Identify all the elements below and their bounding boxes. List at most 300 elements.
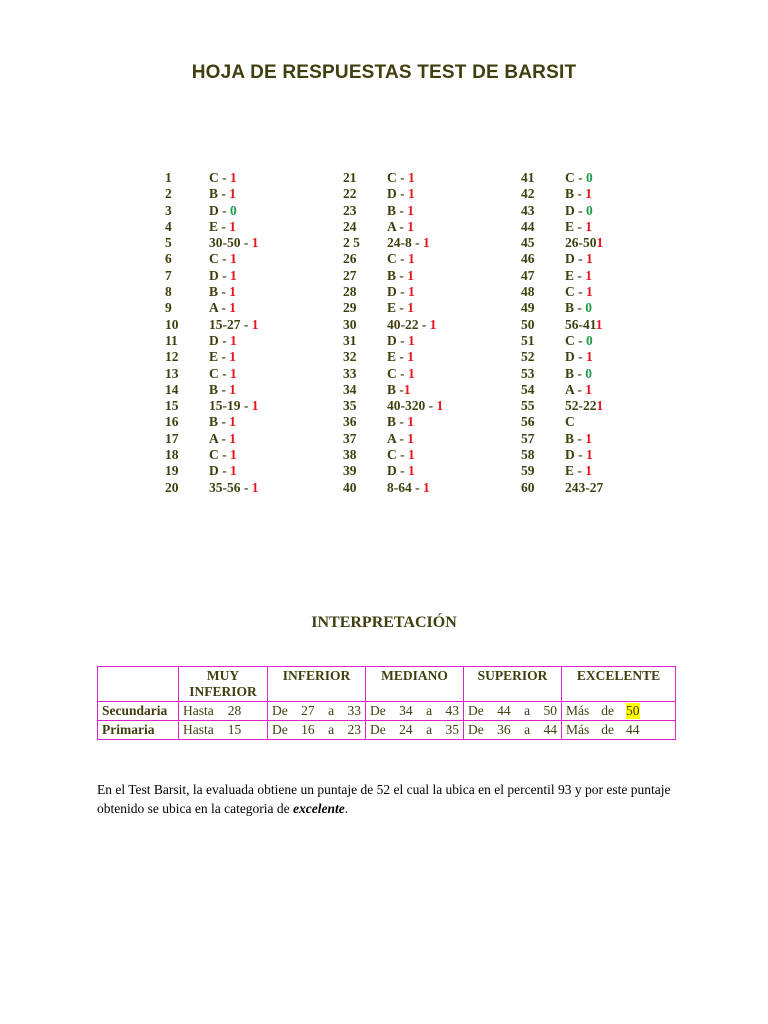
answer-value [387, 219, 414, 235]
answer-value [387, 203, 414, 219]
range-word: De [272, 703, 288, 718]
answer-text: 56-41 [565, 316, 596, 332]
range-word: Hasta [183, 703, 214, 718]
answer-text: C - [387, 170, 408, 185]
answer-text: C - [387, 251, 408, 267]
range-cell-content [183, 722, 263, 738]
question-number: 24 [343, 218, 357, 234]
range-word: 34 [399, 703, 413, 718]
answer-text: D - [209, 463, 230, 479]
question-number: 33 [343, 365, 357, 381]
range-word: 50 [626, 703, 640, 718]
answer-score: 1 [407, 414, 414, 430]
answer-value [565, 235, 603, 251]
question-number: 39 [343, 463, 357, 479]
answer-value [565, 398, 603, 414]
answer-text: D - [209, 267, 230, 283]
answer-value [209, 203, 237, 219]
question-number: 20 [165, 479, 179, 495]
header-inferior: INFERIOR [268, 667, 366, 702]
answer-score: 1 [596, 398, 604, 414]
answer-score: 1 [407, 430, 414, 446]
answer-score: 1 [585, 430, 592, 446]
question-number: 50 [521, 316, 535, 332]
answer-text: D - [565, 251, 586, 267]
answer-value [209, 317, 259, 333]
answer-value [565, 251, 593, 267]
answer-score: 1 [585, 463, 592, 479]
answer-score: 1 [407, 218, 414, 234]
range-word: 24 [399, 722, 413, 737]
answer-value [209, 219, 236, 235]
answer-text: E - [565, 463, 586, 479]
question-number: 27 [343, 267, 357, 283]
answer-value [565, 317, 603, 333]
answer-score: 1 [408, 332, 415, 348]
answer-text: 40-320 - [387, 398, 437, 414]
question-number: 21 [343, 170, 357, 185]
answer-score: 1 [408, 447, 415, 463]
answer-score: 1 [585, 186, 592, 202]
answer-score: 1 [585, 267, 592, 283]
question-number: 8 [165, 284, 172, 300]
range-word: a [426, 703, 433, 718]
answer-value [565, 349, 593, 365]
answer-score: 1 [229, 381, 236, 397]
answer-text: 24-8 - [387, 235, 423, 251]
range-word: 43 [445, 703, 459, 718]
range-cell-content [566, 703, 671, 719]
answer-score: 1 [585, 218, 592, 234]
answer-text: D - [209, 202, 230, 218]
question-number: 13 [165, 365, 179, 381]
question-number: 55 [521, 398, 535, 414]
table-row [98, 702, 676, 721]
answer-text: E - [209, 218, 230, 234]
question-number: 23 [343, 202, 357, 218]
answer-value [565, 447, 593, 463]
answer-text: B - [565, 300, 586, 316]
answer-text: C - [565, 332, 586, 348]
answer-value [565, 186, 592, 202]
answer-text: D - [209, 332, 230, 348]
answer-score: 0 [585, 300, 592, 316]
answer-score: 1 [251, 316, 259, 332]
interpretation-table [97, 666, 676, 740]
answer-text: D - [565, 202, 586, 218]
answer-text: C - [209, 251, 230, 267]
header-superior: SUPERIOR [464, 667, 562, 702]
answer-text: D - [565, 447, 586, 463]
question-number: 4 [165, 218, 172, 234]
paragraph-text: En el Test Barsit, la evaluada obtiene un puntaje de 52 el cual la ubica en el percentil 93 y por este puntaje obtenido se ubica en la categoria de [97, 782, 671, 816]
range-cell-content [370, 703, 459, 719]
answer-text: E - [209, 349, 230, 365]
answer-text: A - [387, 218, 408, 234]
range-cell [268, 702, 366, 721]
answer-text: 35-56 - [209, 479, 252, 495]
answer-value [209, 268, 237, 284]
question-number: 59 [521, 463, 535, 479]
answer-value [387, 398, 443, 414]
answer-score: 1 [230, 267, 237, 283]
question-number: 53 [521, 365, 535, 381]
answer-score: 0 [586, 170, 593, 185]
answer-text: C - [387, 365, 408, 381]
answer-value [565, 480, 603, 496]
answer-value [565, 170, 593, 186]
answer-text: D - [387, 186, 408, 202]
answer-score: 1 [229, 430, 236, 446]
range-word: De [370, 703, 386, 718]
answer-text: 40-22 - [387, 316, 430, 332]
answer-text: 52-22 [565, 398, 597, 414]
header-mediano: MEDIANO [366, 667, 464, 702]
range-word: 33 [347, 703, 361, 718]
header-muy-inferior: MUY INFERIOR [179, 667, 268, 702]
question-number: 44 [521, 218, 535, 234]
answer-text: 30-50 - [209, 235, 252, 251]
answer-score: 1 [586, 251, 593, 267]
answer-value [209, 251, 237, 267]
question-number: 17 [165, 430, 179, 446]
range-cell-content [272, 722, 361, 738]
answer-value [209, 284, 236, 300]
table-header-row [98, 667, 676, 702]
question-number: 30 [343, 316, 357, 332]
question-number: 60 [521, 479, 535, 495]
answer-value [209, 333, 237, 349]
question-number: 18 [165, 447, 179, 463]
answer-value [209, 300, 236, 316]
answer-score: 1 [230, 447, 237, 463]
answer-value [209, 480, 259, 496]
answer-text: B - [209, 381, 230, 397]
range-cell-content [370, 722, 459, 738]
range-word: 36 [497, 722, 511, 737]
question-number: 57 [521, 430, 535, 446]
answer-value [387, 300, 414, 316]
row-label: Primaria [98, 721, 179, 740]
question-number: 7 [165, 267, 172, 283]
range-word: de [601, 722, 614, 737]
range-cell [179, 721, 268, 740]
answer-value [387, 366, 415, 382]
answer-text: B - [565, 365, 586, 381]
answer-value [387, 447, 415, 463]
answer-score: 1 [408, 251, 415, 267]
answer-score: 1 [251, 235, 259, 251]
answer-score: 1 [429, 316, 437, 332]
range-word: Más [566, 722, 590, 737]
range-word: De [272, 722, 288, 737]
question-number: 14 [165, 381, 179, 397]
answer-text: B - [209, 186, 230, 202]
question-number: 43 [521, 202, 535, 218]
answer-score: 0 [230, 202, 237, 218]
answer-text: A - [565, 381, 586, 397]
answer-score: 1 [408, 170, 415, 185]
answer-text: D - [387, 284, 408, 300]
range-cell [562, 721, 676, 740]
question-number: 15 [165, 398, 179, 414]
question-number: 48 [521, 284, 535, 300]
question-number: 22 [343, 186, 357, 202]
question-number: 40 [343, 479, 357, 495]
answer-value [565, 463, 592, 479]
answer-score: 1 [229, 349, 236, 365]
answer-score: 0 [586, 202, 593, 218]
question-number: 26 [343, 251, 357, 267]
answer-score: 1 [251, 398, 259, 414]
range-word: 28 [227, 703, 242, 718]
answer-value [565, 333, 593, 349]
range-word: 44 [626, 722, 640, 737]
range-cell-content [468, 722, 557, 738]
question-number: 19 [165, 463, 179, 479]
range-cell [366, 702, 464, 721]
question-number: 10 [165, 316, 179, 332]
question-number: 38 [343, 447, 357, 463]
range-word: a [328, 722, 335, 737]
header-excelente: EXCELENTE [562, 667, 676, 702]
answer-text: A - [209, 300, 230, 316]
answer-score: 1 [230, 463, 237, 479]
answer-score: 1 [586, 447, 593, 463]
answer-value [209, 447, 237, 463]
answer-score: 1 [251, 479, 259, 495]
range-word: De [468, 703, 484, 718]
answer-value [209, 186, 236, 202]
table-row [98, 721, 676, 740]
range-cell [179, 702, 268, 721]
answer-text: E - [565, 218, 586, 234]
answer-score: 1 [423, 235, 430, 251]
range-word: de [601, 703, 614, 718]
answer-score: 1 [230, 365, 237, 381]
answer-score: 1 [229, 284, 236, 300]
answer-score: 1 [595, 316, 603, 332]
range-cell-content [183, 703, 263, 719]
answer-value [387, 317, 437, 333]
question-number: 41 [521, 170, 535, 185]
answer-value [387, 414, 414, 430]
answer-value [565, 284, 593, 300]
range-word: a [328, 703, 335, 718]
answer-text: E - [387, 349, 408, 365]
answer-value [387, 480, 430, 496]
row-label: Secundaria [98, 702, 179, 721]
answer-value [565, 268, 592, 284]
answer-text: 26-50 [565, 235, 597, 251]
question-number: 45 [521, 235, 535, 251]
question-number: 11 [165, 332, 178, 348]
range-word: a [524, 722, 531, 737]
answer-score: 1 [230, 251, 237, 267]
answer-text: B - [387, 381, 404, 397]
answer-score: 1 [230, 170, 237, 185]
range-cell-content [272, 703, 361, 719]
answer-text: B - [565, 186, 586, 202]
question-number: 6 [165, 251, 172, 267]
answer-value [387, 431, 414, 447]
range-word: 35 [445, 722, 459, 737]
answer-value [387, 251, 415, 267]
question-number: 3 [165, 202, 172, 218]
question-number: 47 [521, 267, 535, 283]
question-number: 12 [165, 349, 179, 365]
answer-text: 8-64 - [387, 479, 423, 495]
interpretation-title: INTERPRETACIÓN [311, 614, 457, 631]
answer-value [209, 414, 236, 430]
answer-score: 0 [586, 332, 593, 348]
question-number: 35 [343, 398, 357, 414]
answer-text: B - [387, 202, 408, 218]
answer-value [387, 268, 414, 284]
answer-text: 243-27 [565, 479, 604, 495]
answer-text: B - [209, 414, 230, 430]
range-cell [464, 702, 562, 721]
range-word: a [524, 703, 531, 718]
question-number: 29 [343, 300, 357, 316]
answer-text: B - [565, 430, 586, 446]
range-word: 15 [227, 722, 242, 737]
range-word: 50 [543, 703, 557, 718]
answer-score: 1 [436, 398, 444, 414]
range-word: Más [566, 703, 590, 718]
question-number: 2 5 [343, 235, 360, 251]
answer-score: 1 [229, 300, 236, 316]
answer-value [565, 382, 592, 398]
answer-value [209, 463, 237, 479]
answer-score: 1 [229, 218, 236, 234]
result-paragraph [97, 780, 697, 818]
question-number: 34 [343, 381, 357, 397]
answer-score: 1 [407, 349, 414, 365]
range-word: a [426, 722, 433, 737]
answer-score: 1 [229, 414, 236, 430]
answer-score: 1 [586, 284, 593, 300]
answer-text: 15-27 - [209, 316, 252, 332]
answer-text: B - [209, 284, 230, 300]
answer-value [387, 382, 411, 398]
answer-value [565, 300, 592, 316]
question-number: 54 [521, 381, 535, 397]
question-number: 42 [521, 186, 535, 202]
question-number: 5 [165, 235, 172, 251]
answer-text: C - [209, 365, 230, 381]
answer-text: C - [209, 170, 230, 185]
answer-text: C [565, 414, 575, 430]
answer-value [565, 414, 575, 430]
range-word: 44 [497, 703, 511, 718]
answer-value [209, 366, 237, 382]
paragraph-emphasis: excelente [293, 801, 345, 816]
answer-score: 0 [585, 365, 592, 381]
question-number: 52 [521, 349, 535, 365]
answer-text: 15-19 - [209, 398, 252, 414]
answer-text: D - [387, 332, 408, 348]
range-word: 23 [347, 722, 361, 737]
answer-score: 1 [408, 463, 415, 479]
answer-value [387, 349, 414, 365]
answer-text: A - [387, 430, 408, 446]
range-word: De [370, 722, 386, 737]
question-number: 51 [521, 332, 535, 348]
range-word: De [468, 722, 484, 737]
answer-text: E - [387, 300, 408, 316]
question-number: 2 [165, 186, 172, 202]
range-cell-content [566, 722, 671, 738]
answer-score: 1 [423, 479, 430, 495]
answer-value [565, 431, 592, 447]
question-number: 46 [521, 251, 535, 267]
answer-text: C - [209, 447, 230, 463]
answer-score: 1 [586, 349, 593, 365]
answer-text: B - [387, 267, 408, 283]
answer-score: 1 [585, 381, 592, 397]
answer-score: 1 [408, 186, 415, 202]
question-number: 1 [165, 170, 172, 185]
answer-value [209, 431, 236, 447]
answer-value [387, 170, 415, 186]
answer-text: D - [565, 349, 586, 365]
answer-value [209, 398, 259, 414]
answer-score: 1 [407, 267, 414, 283]
answer-score: 1 [230, 332, 237, 348]
answer-score: 1 [407, 202, 414, 218]
range-cell [366, 721, 464, 740]
answer-score: 1 [596, 235, 604, 251]
answer-score: 1 [403, 381, 411, 397]
answer-value [387, 235, 430, 251]
answer-text: D - [387, 463, 408, 479]
range-word: 44 [543, 722, 557, 737]
paragraph-end: . [344, 801, 349, 816]
answer-value [209, 382, 236, 398]
answer-text: B - [387, 414, 408, 430]
answer-value [387, 186, 415, 202]
answer-value [565, 203, 593, 219]
table-corner-cell [98, 667, 179, 702]
answer-score: 1 [408, 365, 415, 381]
page-title: HOJA DE RESPUESTAS TEST DE BARSIT [191, 62, 577, 83]
question-number: 58 [521, 447, 535, 463]
question-number: 36 [343, 414, 357, 430]
question-number: 56 [521, 414, 535, 430]
range-cell [268, 721, 366, 740]
answer-score: 1 [407, 300, 414, 316]
answer-text: E - [565, 267, 586, 283]
answer-value [387, 333, 415, 349]
question-number: 28 [343, 284, 357, 300]
answer-value [209, 235, 259, 251]
answer-value [209, 170, 237, 186]
answer-text: C - [565, 170, 586, 185]
answer-text: A - [209, 430, 230, 446]
answer-score: 1 [229, 186, 236, 202]
answer-value [565, 366, 592, 382]
question-number: 16 [165, 414, 179, 430]
answer-text: C - [387, 447, 408, 463]
answer-value [387, 284, 415, 300]
answer-value [209, 349, 236, 365]
question-number: 31 [343, 332, 357, 348]
range-word: 16 [301, 722, 315, 737]
question-number: 49 [521, 300, 535, 316]
question-number: 9 [165, 300, 172, 316]
range-word: Hasta [183, 722, 214, 737]
